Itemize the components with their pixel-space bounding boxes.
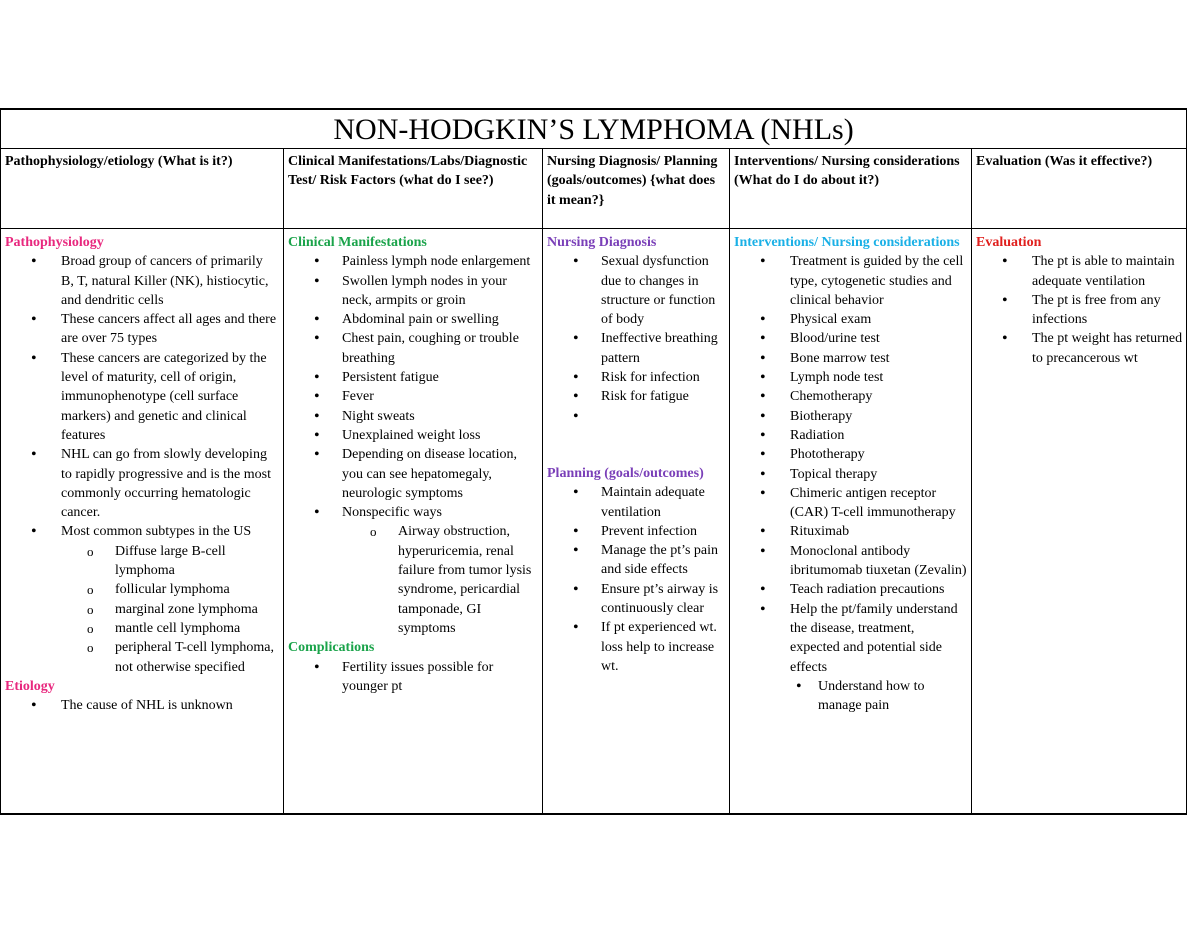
list-item: • Risk for fatigue <box>547 387 725 406</box>
list-item <box>5 522 279 676</box>
list-item: • Biotherapy <box>734 407 967 426</box>
list-item: • Maintain adequate ventilation <box>547 483 725 522</box>
list-item: • The cause of NHL is unknown <box>5 696 279 715</box>
list-item: • Chimeric antigen receptor (CAR) T-cell immunotherapy <box>734 484 967 523</box>
list-item: • These cancers are categorized by the level of maturity, cell of origin, immunophenotype (cell surface markers) and genetic and clinical features <box>5 349 279 445</box>
list-item <box>547 407 725 426</box>
sub-item: o Airway obstruction, hyperuricemia, renal failure from tumor lysis syndrome, pericardial tamponade, GI symptoms <box>342 522 538 638</box>
document-title: NON-HODGKIN’S LYMPHOMA (NHLs) <box>1 109 1187 149</box>
nursing-diagnosis-heading: Nursing Diagnosis <box>547 235 657 250</box>
nonspecific-sublist <box>342 522 538 638</box>
etiology-heading: Etiology <box>5 678 55 694</box>
subtype-item: o Diffuse large B-cell lymphoma <box>5 542 279 581</box>
list-item: • Fever <box>288 387 538 406</box>
nursing-diagnosis-list <box>547 252 725 426</box>
interventions-list <box>734 252 967 715</box>
planning-heading: Planning (goals/outcomes) <box>547 465 704 481</box>
evaluation-cell <box>972 229 1187 815</box>
list-item: • Prevent infection <box>547 522 725 541</box>
list-item: • Ineffective breathing pattern <box>547 329 725 368</box>
clinical-manifestations-heading: Clinical Manifestations <box>288 235 427 250</box>
list-item: • Physical exam <box>734 310 967 329</box>
header-clinical-manifestations: Clinical Manifestations/Labs/Diagnostic Test/ Risk Factors (what do I see?) <box>284 149 543 229</box>
content-row <box>1 229 1187 815</box>
etiology-list <box>5 696 279 715</box>
header-nursing-diagnosis: Nursing Diagnosis/ Planning (goals/outcomes) {what does it mean?} <box>543 149 730 229</box>
spacer <box>547 426 725 464</box>
subtype-item: o follicular lymphoma <box>5 580 279 599</box>
list-item: • Chemotherapy <box>734 387 967 406</box>
subtype-list <box>61 542 279 677</box>
header-evaluation: Evaluation (Was it effective?) <box>972 149 1187 229</box>
list-item: • Persistent fatigue <box>288 368 538 387</box>
list-item: • These cancers affect all ages and there are over 75 types <box>5 310 279 349</box>
header-interventions: Interventions/ Nursing considerations (What do I do about it?) <box>730 149 972 229</box>
list-item <box>288 503 538 638</box>
list-item: • Phototherapy <box>734 445 967 464</box>
title-row <box>1 109 1187 149</box>
list-item: • Chest pain, coughing or trouble breathing <box>288 329 538 368</box>
list-item: • Topical therapy <box>734 465 967 484</box>
list-item-text: Nonspecific ways <box>342 505 442 521</box>
list-item: • Teach radiation precautions <box>734 580 967 599</box>
list-item: • Manage the pt’s pain and side effects <box>547 541 725 580</box>
list-item: • Sexual dysfunction due to changes in structure or function of body <box>547 252 725 329</box>
list-item: • The pt is able to maintain adequate ventilation <box>976 252 1182 291</box>
list-item: • The pt is free from any infections <box>976 291 1182 330</box>
list-item: • Broad group of cancers of primarily B, T, natural Killer (NK), histiocytic, and dendritic cells <box>5 252 279 310</box>
list-item: • Depending on disease location, you can see hepatomegaly, neurologic symptoms <box>288 445 538 503</box>
planning-list <box>547 483 725 676</box>
sub-item: • Understand how to manage pain <box>790 677 967 716</box>
nursing-diagnosis-cell <box>543 229 730 815</box>
clinical-manifestations-list <box>288 252 538 638</box>
header-row <box>1 149 1187 229</box>
list-item: • Radiation <box>734 426 967 445</box>
list-item <box>734 600 967 716</box>
interventions-heading: Interventions/ Nursing considerations <box>734 235 960 250</box>
subtype-item: o mantle cell lymphoma <box>5 619 279 638</box>
list-item: • Lymph node test <box>734 368 967 387</box>
subtype-item: o peripheral T-cell lymphoma, not otherwise specified <box>5 638 279 677</box>
list-item: • Treatment is guided by the cell type, cytogenetic studies and clinical behavior <box>734 252 967 310</box>
list-item-text: Most common subtypes in the US <box>61 524 252 540</box>
complications-list <box>288 658 538 697</box>
pathophysiology-cell <box>1 229 284 815</box>
list-item: • NHL can go from slowly developing to rapidly progressive and is the most commonly occurring hematologic cancer. <box>5 445 279 522</box>
list-item: • The pt weight has returned to precancerous wt <box>976 329 1182 368</box>
list-item: • Risk for infection <box>547 368 725 387</box>
evaluation-list <box>976 252 1182 368</box>
clinical-manifestations-cell <box>284 229 543 815</box>
list-item: • Blood/urine test <box>734 329 967 348</box>
list-item-text: Help the pt/family understand the disease, treatment, expected and potential side effects <box>790 601 958 675</box>
interventions-sublist <box>790 677 967 716</box>
list-item: • Ensure pt’s airway is continuously clear <box>547 580 725 619</box>
list-item: • Abdominal pain or swelling <box>288 310 538 329</box>
subtype-item: o marginal zone lymphoma <box>5 600 279 619</box>
header-pathophysiology: Pathophysiology/etiology (What is it?) <box>1 149 284 229</box>
list-item: • Unexplained weight loss <box>288 426 538 445</box>
list-item: • Painless lymph node enlargement <box>288 252 538 271</box>
interventions-cell <box>730 229 972 815</box>
pathophysiology-heading: Pathophysiology <box>5 235 104 250</box>
list-item: • Bone marrow test <box>734 349 967 368</box>
pathophysiology-list <box>5 252 279 677</box>
list-item: • Rituximab <box>734 522 967 541</box>
evaluation-heading: Evaluation <box>976 235 1042 250</box>
nhl-care-table <box>0 108 1187 815</box>
list-item: • Monoclonal antibody ibritumomab tiuxetan (Zevalin) <box>734 542 967 581</box>
list-item: • If pt experienced wt. loss help to increase wt. <box>547 618 725 676</box>
complications-heading: Complications <box>288 640 375 656</box>
list-item: • Swollen lymph nodes in your neck, armpits or groin <box>288 272 538 311</box>
list-item: • Night sweats <box>288 407 538 426</box>
list-item: • Fertility issues possible for younger pt <box>288 658 538 697</box>
